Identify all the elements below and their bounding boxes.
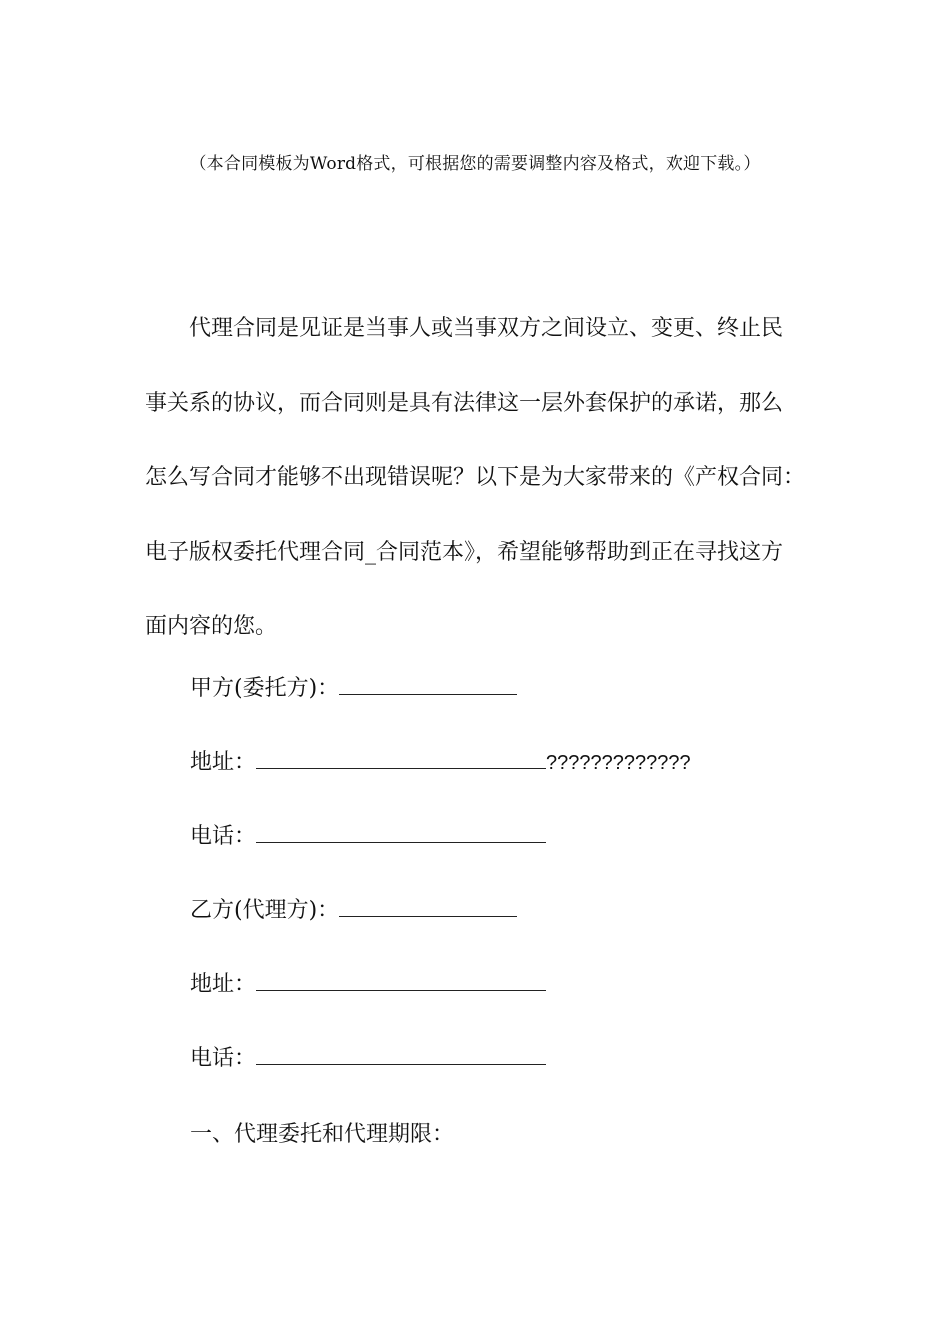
party-a-blank (339, 674, 517, 695)
party-b-address-label: 地址： (190, 972, 257, 997)
party-a-address-field (190, 748, 691, 778)
party-b-address-field (190, 970, 546, 1000)
party-a-address-blank (256, 748, 546, 769)
intro-line: 面内容的您。 (145, 614, 278, 639)
party-b-phone-blank (256, 1044, 546, 1065)
template-note: （本合同模板为Word格式，可根据您的需要调整内容及格式，欢迎下载。） (189, 154, 761, 174)
party-b-phone-label: 电话： (190, 1046, 257, 1071)
address-suffix-text: ????????????? (546, 752, 691, 774)
party-a-field (190, 674, 517, 704)
intro-line: 怎么写合同才能够不出现错误呢？以下是为大家带来的《产权合同： (145, 465, 806, 490)
party-b-phone-field (190, 1044, 546, 1074)
party-b-label: 乙方(代理方)： (190, 898, 340, 923)
party-a-phone-blank (256, 822, 546, 843)
party-b-address-blank (256, 970, 546, 991)
party-a-address-label: 地址： (190, 750, 257, 775)
intro-line: 电子版权委托代理合同_合同范本》，希望能够帮助到正在寻找这方 (145, 539, 784, 565)
party-a-label: 甲方(委托方)： (190, 676, 340, 701)
intro-line: 事关系的协议，而合同则是具有法律这一层外套保护的承诺，那么 (145, 390, 784, 416)
party-b-blank (339, 896, 517, 917)
party-a-phone-label: 电话： (190, 824, 257, 849)
intro-paragraph (145, 292, 805, 665)
intro-line: 代理合同是见证是当事人或当事双方之间设立、变更、终止民 (189, 316, 784, 341)
party-b-field (190, 896, 517, 926)
party-a-phone-field (190, 822, 546, 852)
section-1-heading: 一、代理委托和代理期限： (190, 1122, 455, 1147)
